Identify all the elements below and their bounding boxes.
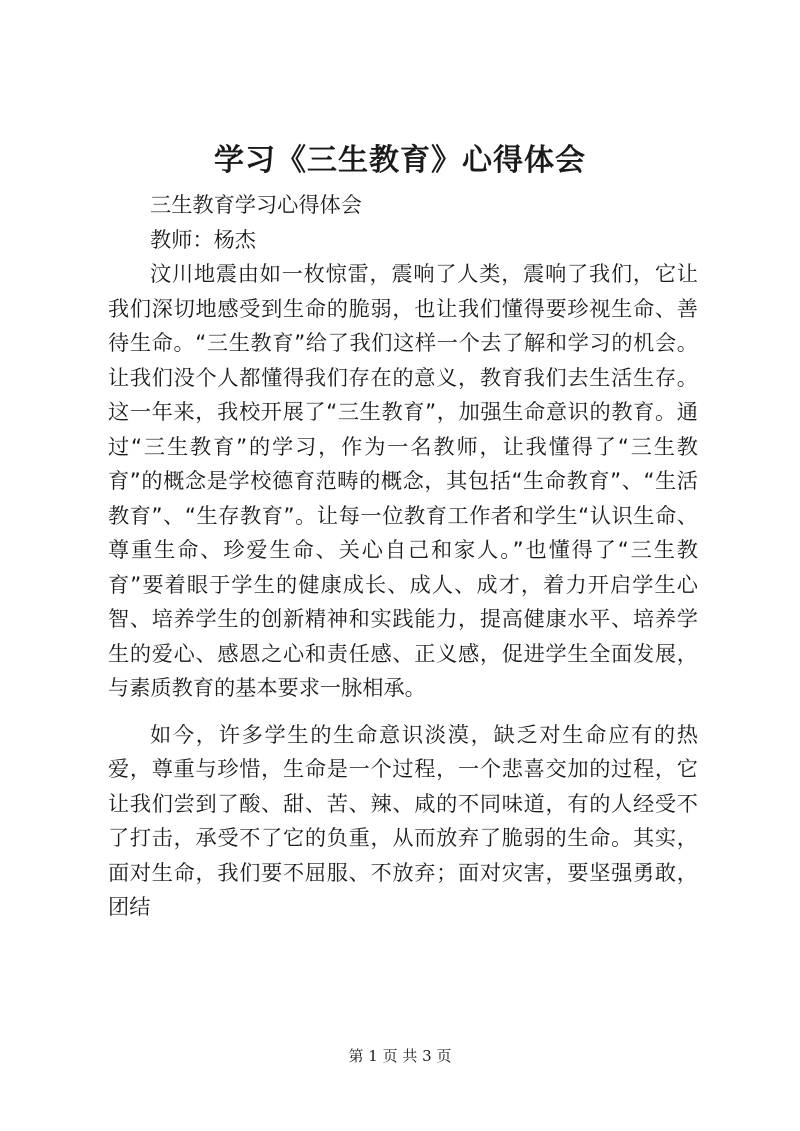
document-title: 学习《三生教育》心得体会: [214, 143, 586, 178]
document-body: [108, 188, 698, 925]
author-line: 教师：杨杰: [150, 226, 256, 252]
page-footer: 第 1 页 共 3 页: [348, 1047, 452, 1065]
subtitle-line: 三生教育学习心得体会: [150, 192, 362, 217]
body-paragraph-2: 如今，许多学生的生命意识淡漠，缺乏对生命应有的热爱，尊重与珍惜，生命是一个过程，一个悲喜交加的过程，它让我们尝到了酸、甜、苦、辣、咸的不同味道，有的人经受不了打击，承受不了它的负重，从而放弃了脆弱的生命。其实，面对生命，我们要不屈服、不放弃；面对灾害，要坚强勇敢，团结: [108, 721, 698, 919]
body-paragraph-1: 汶川地震由如一枚惊雷，震响了人类，震响了我们，它让我们深切地感受到生命的脆弱，也让我们懂得要珍视生命、善待生命。“三生教育”给了我们这样一个去了解和学习的机会。让我们没个人都懂得我们存在的意义，教育我们去生活生存。这一年来，我校开展了“三生教育”，加强生命意识的教育。通过“三生教育”的学习，作为一名教师，让我懂得了“三生教育”的概念是学校德育范畴的概念，其包括“生命教育”、“生活教育”、“生存教育”。让每一位教育工作者和学生“认识生命、尊重生命、珍爱生命、关心自己和家人。”也懂得了“三生教育”要着眼于学生的健康成长、成人、成才，着力开启学生心智、培养学生的创新精神和实践能力，提高健康水平、培养学生的爱心、感恩之心和责任感、正义感，促进学生全面发展，与素质教育的基本要求一脉相承。: [108, 261, 698, 700]
